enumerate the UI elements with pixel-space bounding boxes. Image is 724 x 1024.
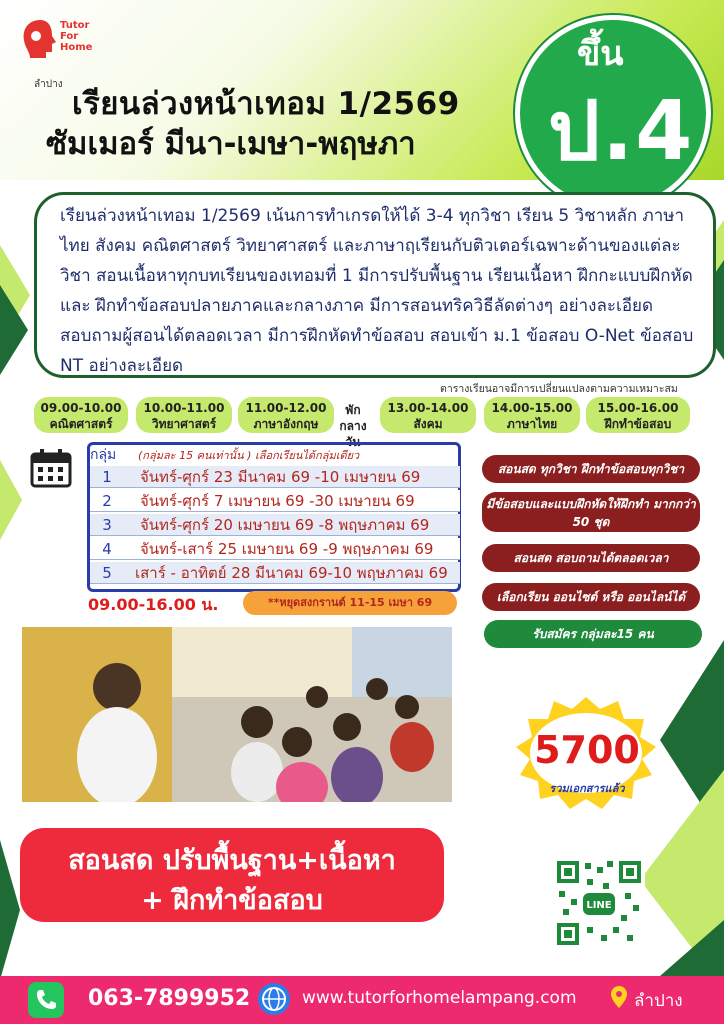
groups-header: กลุ่ม — [90, 447, 117, 463]
class-time: 09.00-16.00 น. — [88, 595, 219, 614]
feature-tag: สอนสด ทุกวิชา ฝึกทำข้อสอบทุกวิชา — [482, 455, 700, 483]
lunch-break: พัก กลางวัน — [339, 403, 367, 449]
promo-line1: สอนสด ปรับพื้นฐาน+เนื้อหา — [68, 845, 396, 876]
phone-number[interactable]: 063-7899952 — [88, 986, 251, 1011]
brand-location: ลำปาง — [34, 79, 63, 90]
grade-badge-top: ขึ้น — [577, 34, 624, 74]
price-amount: 5700 — [534, 728, 640, 772]
table-row: 2 จันทร์-ศุกร์ 7 เมษายน 69 -30 เมษายน 69 — [90, 490, 460, 512]
page-title: เรียนล่วงหน้าเทอม 1/2569 — [72, 86, 460, 122]
schedule-slot: 09.00-10.00 คณิตศาสตร์ — [34, 397, 128, 433]
decor-triangle — [0, 460, 22, 540]
holiday-note: **หยุดสงกรานต์ 11-15 เมษา 69 — [243, 591, 457, 615]
schedule-note: ตารางเรียนอาจมีการเปลี่ยนแปลงตามความเหมาะสม — [440, 383, 678, 395]
brand-name: Tutor For Home — [60, 20, 93, 53]
website-link[interactable]: www.tutorforhomelampang.com — [302, 988, 577, 1008]
feature-tag: สอนสด สอบถามได้ตลอดเวลา — [482, 544, 700, 572]
decor-triangle — [0, 840, 20, 980]
groups-note: (กลุ่มละ 15 คนเท่านั้น ) เลือกเรียนได้กลุ่มเดียว — [138, 449, 360, 462]
feature-tag: รับสมัคร กลุ่มละ15 คน — [484, 620, 702, 648]
schedule-slot: 11.00-12.00 ภาษาอังกฤษ — [238, 397, 334, 433]
feature-tag: มีข้อสอบและแบบฝึกหัดให้ฝึกทำ มากกว่า 50 ชุด — [482, 492, 700, 532]
table-row: 3 จันทร์-ศุกร์ 20 เมษายน 69 -8 พฤษภาคม 69 — [90, 514, 460, 536]
table-row: 4 จันทร์-เสาร์ 25 เมษายน 69 -9 พฤษภาคม 69 — [90, 538, 460, 560]
schedule-slot: 10.00-11.00 วิทยาศาสตร์ — [136, 397, 232, 433]
table-row: 1 จันทร์-ศุกร์ 23 มีนาคม 69 -10 เมษายน 69 — [90, 466, 460, 488]
feature-tag: เลือกเรียน ออนไซต์ หรือ ออนไลน์ได้ — [482, 583, 700, 611]
phone-icon — [28, 982, 64, 1018]
price-note: รวมเอกสารแล้ว — [549, 782, 625, 795]
classroom-photo — [22, 627, 452, 802]
grade-badge-main: ป.4 — [548, 84, 695, 179]
line-label: LINE — [586, 900, 612, 911]
schedule-slot: 14.00-15.00 ภาษาไทย — [484, 397, 580, 433]
table-row: 5 เสาร์ - อาทิตย์ 28 มีนาคม 69-10 พฤษภาคม 69 — [90, 562, 460, 584]
schedule-slot: 13.00-14.00 สังคม — [380, 397, 476, 433]
globe-icon — [258, 983, 290, 1015]
description-text: เรียนล่วงหน้าเทอม 1/2569 เน้นการทำเกรดให้ได้ 3-4 ทุกวิชา เรียน 5 วิชาหลัก ภาษาไทย สังคม คณิตศาสตร์ วิทยาศาสตร์ และภาษาฤเรียนกับติวเตอร์เฉพาะด้านของแต่ละวิชา สอนเนื้อหาทุกบทเรียนของเทอมที่ 1 มีการปรับพื้นฐาน เรียนเนื้อหา ฝึกกะแบบฝึกหัด และ ฝึกทำข้อสอบปลายภาคและกลางภาค มีการสอนทริควิธีลัดต่างๆ อย่างละเอียด สอบถามผู้สอนได้ตลอดเวลา มีการฝึกหัดทำข้อสอบ สอบเข้า ม.1 ข้อสอบ O-Net ข้อสอบ NT อย่างละเอียด — [60, 206, 694, 376]
promo-line2: + ฝึกทำข้อสอบ — [141, 885, 323, 916]
decor-triangle — [0, 285, 28, 375]
decor-triangle — [660, 920, 724, 976]
footer-location: ลำปาง — [634, 991, 683, 1011]
location-pin-icon — [610, 985, 628, 1009]
schedule-slot: 15.00-16.00 ฝึกทำข้อสอบ — [586, 397, 690, 433]
calendar-icon — [30, 448, 72, 488]
line-qr-code[interactable] — [553, 857, 645, 949]
page-subtitle: ซัมเมอร์ มีนา-เมษา-พฤษภา — [46, 126, 416, 162]
